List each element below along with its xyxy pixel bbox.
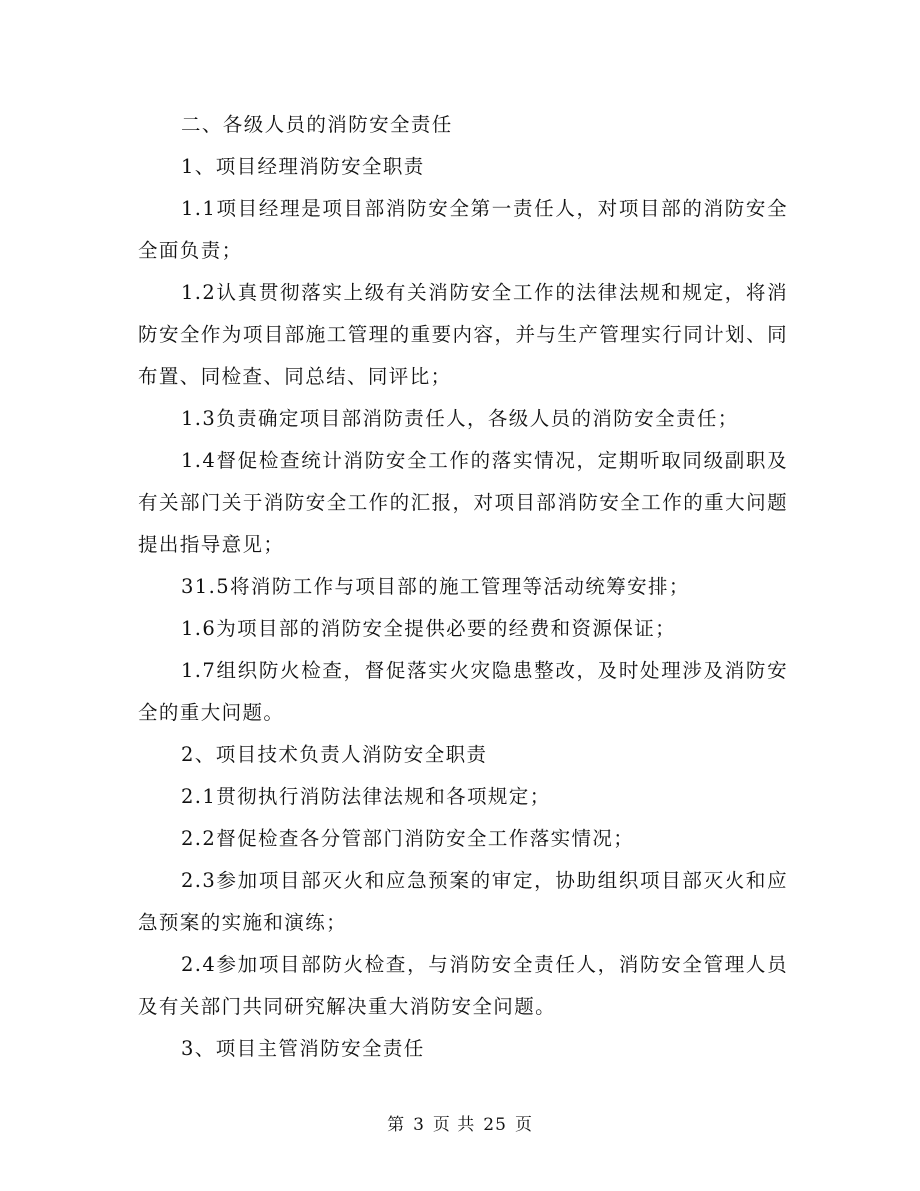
footer-suffix: 页: [514, 1115, 533, 1135]
paragraph: 1.2认真贯彻落实上级有关消防安全工作的法律法规和规定，将消防安全作为项目部施工管理的重要内容，并与生产管理实行同计划、同布置、同检查、同总结、同评比；: [138, 281, 788, 388]
paragraph: 2.4参加项目部防火检查，与消防安全责任人，消防安全管理人员及有关部门共同研究解决重大消防安全问题。: [138, 953, 788, 1018]
subsection-heading: 1、项目经理消防安全职责: [181, 155, 425, 178]
footer-prefix: 第: [387, 1115, 406, 1135]
paragraph: 1.4督促检查统计消防安全工作的落实情况，定期听取同级副职及有关部门关于消防安全工作的汇报，对项目部消防安全工作的重大问题提出指导意见；: [138, 449, 788, 556]
page-footer: [0, 1110, 920, 1135]
total-pages: 25: [483, 1115, 507, 1135]
paragraph: 1.3负责确定项目部消防责任人，各级人员的消防安全责任；: [181, 407, 739, 430]
paragraph: 1.1项目经理是项目部消防安全第一责任人，对项目部的消防安全全面负责；: [138, 197, 788, 262]
paragraph: 2.2督促检查各分管部门消防安全工作落实情况；: [181, 827, 635, 850]
section-heading: 二、各级人员的消防安全责任: [181, 113, 453, 136]
page-number: 3: [413, 1115, 425, 1135]
paragraph: 2.1贯彻执行消防法律法规和各项规定；: [181, 785, 551, 808]
document-body: [138, 104, 788, 1070]
paragraph: 1.7组织防火检查，督促落实火灾隐患整改，及时处理涉及消防安全的重大问题。: [138, 659, 788, 724]
paragraph: 31.5将消防工作与项目部的施工管理等活动统筹安排；: [181, 575, 690, 598]
paragraph: 1.6为项目部的消防安全提供必要的经费和资源保证；: [181, 617, 677, 640]
subsection-heading: 2、项目技术负责人消防安全职责: [181, 743, 488, 766]
paragraph: 2.3参加项目部灭火和应急预案的审定，协助组织项目部灭火和应急预案的实施和演练；: [138, 869, 788, 934]
subsection-heading: 3、项目主管消防安全责任: [181, 1037, 425, 1060]
footer-middle: 页 共: [432, 1115, 476, 1135]
